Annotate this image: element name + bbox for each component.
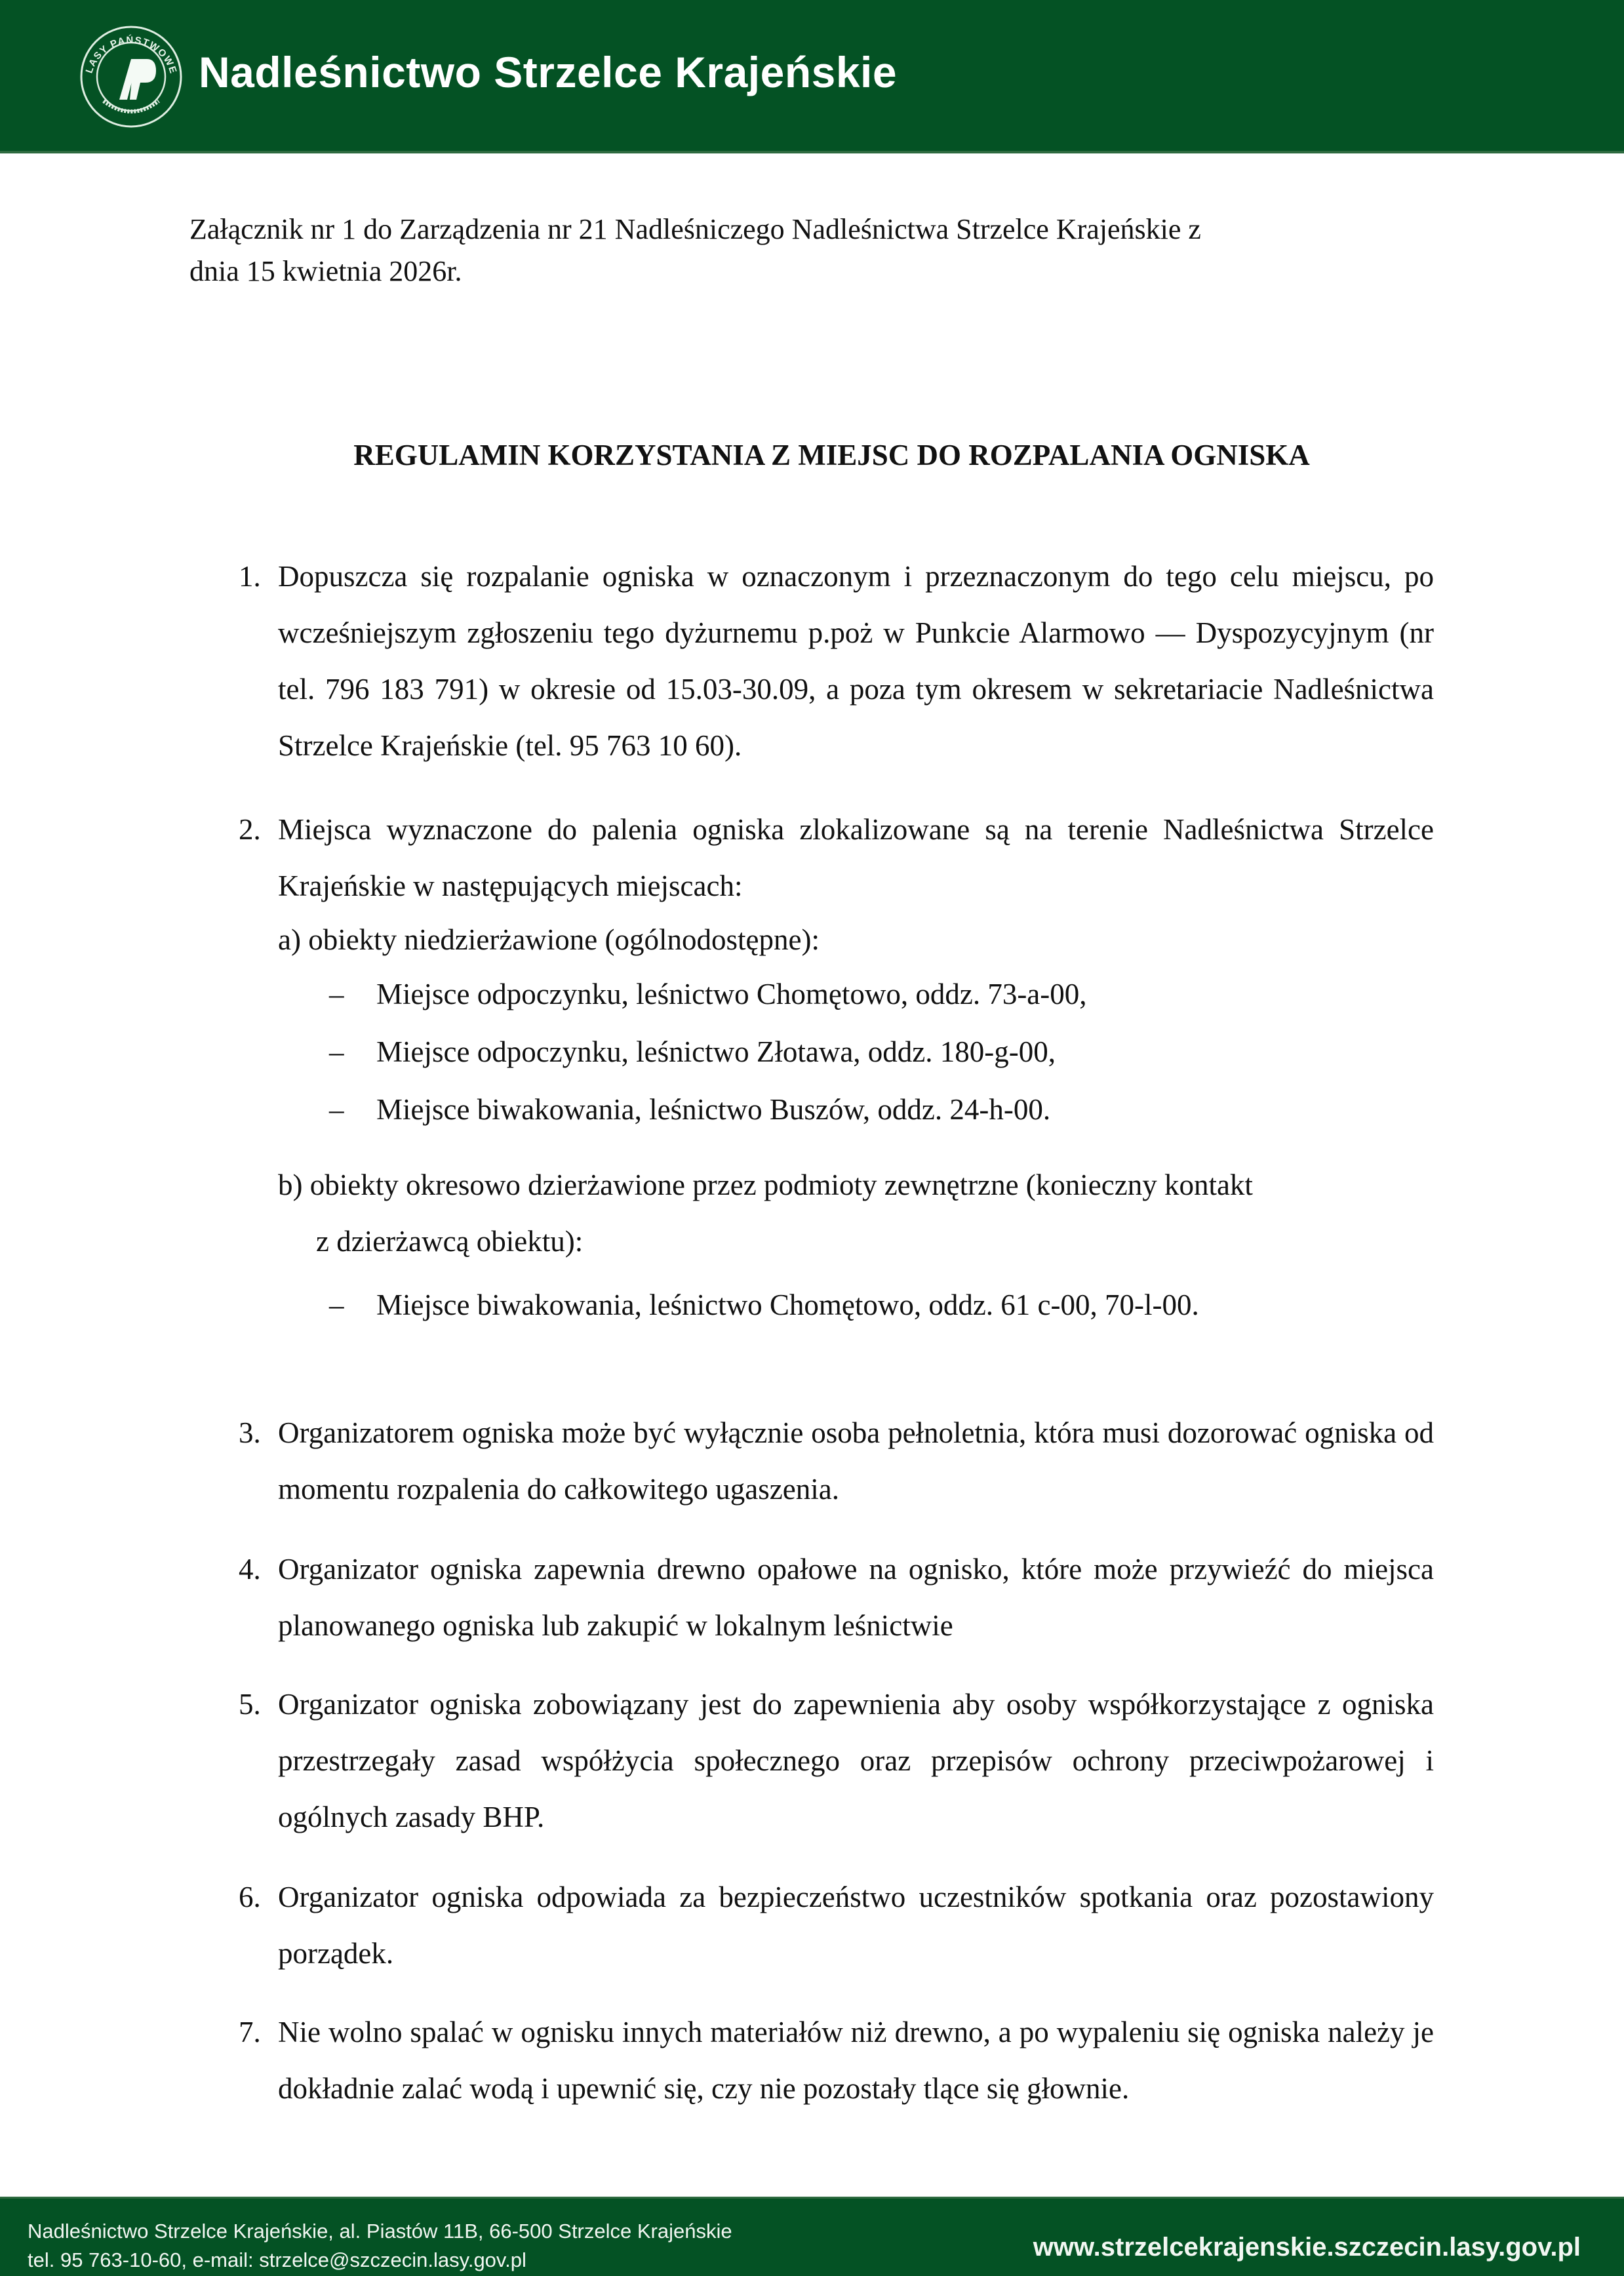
rule-text: Organizator ogniska odpowiada za bezpieczeństwo uczestników spotkania oraz pozostawiony porządek. bbox=[278, 1881, 1434, 1970]
rule-7 bbox=[239, 2004, 1434, 2117]
document-title: REGULAMIN KORZYSTANIA Z MIEJSC DO ROZPALANIA OGNISKA bbox=[353, 439, 1310, 471]
logo-text: LASY PAŃSTWOWE bbox=[83, 34, 179, 76]
location-text: Miejsce odpoczynku, leśnictwo Złotawa, oddz. 180-g-00, bbox=[376, 1035, 1056, 1068]
rule-number: 6. bbox=[239, 1881, 261, 1913]
rule-item bbox=[239, 801, 1434, 914]
attachment-line-2: dnia 15 kwietnia 2026r. bbox=[189, 255, 462, 287]
footer-phone-email: tel. 95 763-10-60, e-mail: strzelce@szczecin.lasy.gov.pl bbox=[28, 2248, 526, 2271]
rule-6 bbox=[239, 1869, 1434, 1982]
rule-text: Dopuszcza się rozpalanie ogniska w oznaczonym i przeznaczonym do tego celu miejscu, po wcześniejszym zgłoszeniu tego dyżurnemu p.poż w Punkcie Alarmowo — Dyspozycyjnym (nr tel. 796 183 791) w okresie od 15.03-30.09, a poza tym okresem w sekretariacie Nadleśnictwa Strzelce Krajeńskie (tel. 95 763 10 60). bbox=[278, 560, 1434, 762]
locations-b-label bbox=[239, 1157, 1434, 1269]
dash-bullet: – bbox=[329, 1093, 344, 1126]
location-item bbox=[239, 965, 1434, 1023]
rule-number: 5. bbox=[239, 1688, 261, 1721]
locations-b-label-line-2: z dzierżawcą obiektu): bbox=[316, 1225, 584, 1258]
location-text: Miejsce biwakowania, leśnictwo Chomętowo, oddz. 61 c-00, 70-l-00. bbox=[376, 1288, 1199, 1321]
attachment-note bbox=[189, 209, 1435, 292]
location-item bbox=[239, 1023, 1434, 1081]
rule-3 bbox=[239, 1405, 1434, 1517]
page-header bbox=[0, 0, 1624, 153]
location-item bbox=[239, 1081, 1434, 1138]
dash-bullet: – bbox=[329, 978, 344, 1010]
footer-website-link[interactable]: www.strzelcekrajenskie.szczecin.lasy.gov.pl bbox=[1033, 2233, 1581, 2262]
rule-number: 1. bbox=[239, 560, 261, 593]
locations-b-label-line-1: b) obiekty okresowo dzierżawione przez podmioty zewnętrzne (konieczny kontakt bbox=[278, 1168, 1253, 1201]
rule-item bbox=[239, 548, 1434, 774]
rule-item bbox=[239, 1405, 1434, 1517]
rule-number: 7. bbox=[239, 2016, 261, 2048]
rule-2 bbox=[239, 801, 1434, 1334]
page-footer bbox=[0, 2197, 1624, 2276]
rule-number: 3. bbox=[239, 1416, 261, 1449]
location-item bbox=[239, 1276, 1434, 1334]
attachment-line-1: Załącznik nr 1 do Zarządzenia nr 21 Nadleśniczego Nadleśnictwa Strzelce Krajeńskie z bbox=[189, 213, 1201, 245]
dash-bullet: – bbox=[329, 1288, 344, 1321]
location-text: Miejsce odpoczynku, leśnictwo Chomętowo, oddz. 73-a-00, bbox=[376, 978, 1087, 1010]
dash-bullet: – bbox=[329, 1035, 344, 1068]
rule-5 bbox=[239, 1676, 1434, 1845]
rule-number: 4. bbox=[239, 1553, 261, 1586]
rule-1 bbox=[239, 548, 1434, 774]
footer-contact bbox=[28, 2217, 732, 2275]
rule-item bbox=[239, 2004, 1434, 2117]
rule-text: Organizator ogniska zapewnia drewno opałowe na ognisko, które może przywieźć do miejsca planowanego ogniska lub zakupić w lokalnym leśnictwie bbox=[278, 1553, 1434, 1642]
rule-text: Organizator ogniska zobowiązany jest do zapewnienia aby osoby współkorzystające z ogniska przestrzegały zasad współżycia społecznego oraz przepisów ochrony przeciwpożarowej i ogólnych zasady BHP. bbox=[278, 1688, 1434, 1833]
rule-text: Miejsca wyznaczone do palenia ogniska zlokalizowane są na terenie Nadleśnictwa Strzelce Krajeńskie w następujących miejscach: bbox=[278, 813, 1434, 902]
rule-text: Organizatorem ogniska może być wyłącznie osoba pełnoletnia, która musi dozorować ogniska od momentu rozpalenia do całkowitego ugaszenia. bbox=[278, 1416, 1434, 1506]
footer-address: Nadleśnictwo Strzelce Krajeńskie, al. Piastów 11B, 66-500 Strzelce Krajeńskie bbox=[28, 2220, 732, 2243]
lasy-panstwowe-logo-icon bbox=[68, 24, 194, 130]
rule-item bbox=[239, 1869, 1434, 1982]
rule-item bbox=[239, 1676, 1434, 1845]
rule-4 bbox=[239, 1541, 1434, 1654]
rule-item bbox=[239, 1541, 1434, 1654]
rule-number: 2. bbox=[239, 813, 261, 846]
rule-text: Nie wolno spalać w ognisku innych materiałów niż drewno, a po wypaleniu się ogniska należy je dokładnie zalać wodą i upewnić się, czy nie pozostały tlące się głownie. bbox=[278, 2016, 1434, 2105]
location-text: Miejsce biwakowania, leśnictwo Buszów, oddz. 24-h-00. bbox=[376, 1093, 1051, 1126]
organization-name: Nadleśnictwo Strzelce Krajeńskie bbox=[199, 48, 898, 96]
locations-a-label: a) obiekty niedzierżawione (ogólnodostępne): bbox=[278, 923, 820, 956]
